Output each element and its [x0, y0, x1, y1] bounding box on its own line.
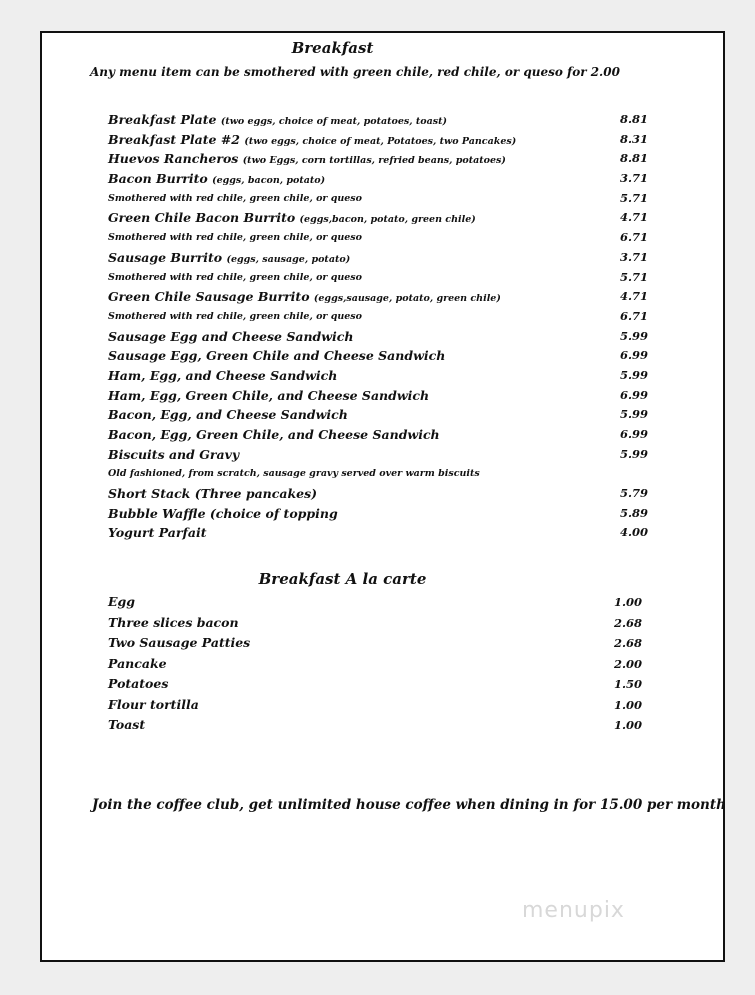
- smother-note: Any menu item can be smothered with green chile, red chile, or queso for 2.00: [90, 65, 620, 79]
- alacarte-item: Two Sausage Patties 2.68: [108, 635, 642, 650]
- alacarte-item-list: [108, 592, 642, 736]
- alacarte-item: Potatoes 1.50: [108, 676, 642, 691]
- alacarte-item: Egg 1.00: [108, 594, 642, 609]
- menupix-watermark: menupix: [522, 898, 625, 923]
- menu-item: Green Chile Bacon Burrito (eggs,bacon, potato, green chile) 4.71: [108, 210, 648, 226]
- coffee-club-note: Join the coffee club, get unlimited house coffee when dining in for 15.00 per month: [92, 797, 726, 813]
- menu-item: Breakfast Plate (two eggs, choice of meat, potatoes, toast) 8.81: [108, 112, 648, 127]
- alacarte-title: Breakfast A la carte: [258, 570, 427, 588]
- alacarte-item: Toast 1.00: [108, 717, 642, 732]
- menu-item-option: Smothered with red chile, green chile, or queso 6.71: [108, 230, 648, 245]
- menu-item: Huevos Rancheros (two Eggs, corn tortillas, refried beans, potatoes) 8.81: [108, 151, 648, 167]
- menu-item-option: Smothered with red chile, green chile, or queso 6.71: [108, 308, 648, 323]
- menu-item: Sausage Burrito (eggs, sausage, potato) 3.71: [108, 249, 648, 265]
- menu-item: Bacon Burrito (eggs, bacon, potato) 3.71: [108, 171, 648, 187]
- menu-item: Bacon, Egg, and Cheese Sandwich 5.99: [108, 407, 648, 423]
- menu-item: Sausage Egg and Cheese Sandwich 5.99: [108, 328, 648, 344]
- menu-item: Breakfast Plate #2 (two eggs, choice of meat, Potatoes, two Pancakes) 8.31: [108, 131, 648, 147]
- menu-item: Short Stack (Three pancakes) 5.79: [108, 486, 648, 502]
- menu-item-option: Smothered with red chile, green chile, or queso 5.71: [108, 190, 648, 205]
- breakfast-title: Breakfast: [291, 39, 374, 57]
- menu-item: Bacon, Egg, Green Chile, and Cheese Sandwich 6.99: [108, 427, 648, 442]
- alacarte-item: Three slices bacon 2.68: [108, 614, 642, 630]
- menu-item: Ham, Egg, and Cheese Sandwich 5.99: [108, 367, 648, 383]
- menu-item: Biscuits and Gravy 5.99: [108, 446, 648, 462]
- menu-item: Ham, Egg, Green Chile, and Cheese Sandwich 6.99: [108, 387, 648, 403]
- breakfast-item-list: [108, 110, 648, 543]
- menu-item-option: Old fashioned, from scratch, sausage gravy served over warm biscuits: [108, 468, 480, 480]
- menu-item: Yogurt Parfait 4.00: [108, 525, 648, 541]
- menu-item: Sausage Egg, Green Chile and Cheese Sandwich 6.99: [108, 348, 648, 364]
- menu-item-option: Smothered with red chile, green chile, or queso 5.71: [108, 269, 648, 284]
- menu-item: Bubble Waffle (choice of topping 5.89: [108, 505, 648, 521]
- alacarte-item: Flour tortilla 1.00: [108, 696, 642, 712]
- alacarte-item: Pancake 2.00: [108, 655, 642, 671]
- menu-item: Green Chile Sausage Burrito (eggs,sausage, potato, green chile) 4.71: [108, 289, 648, 305]
- menu-page: [40, 31, 725, 962]
